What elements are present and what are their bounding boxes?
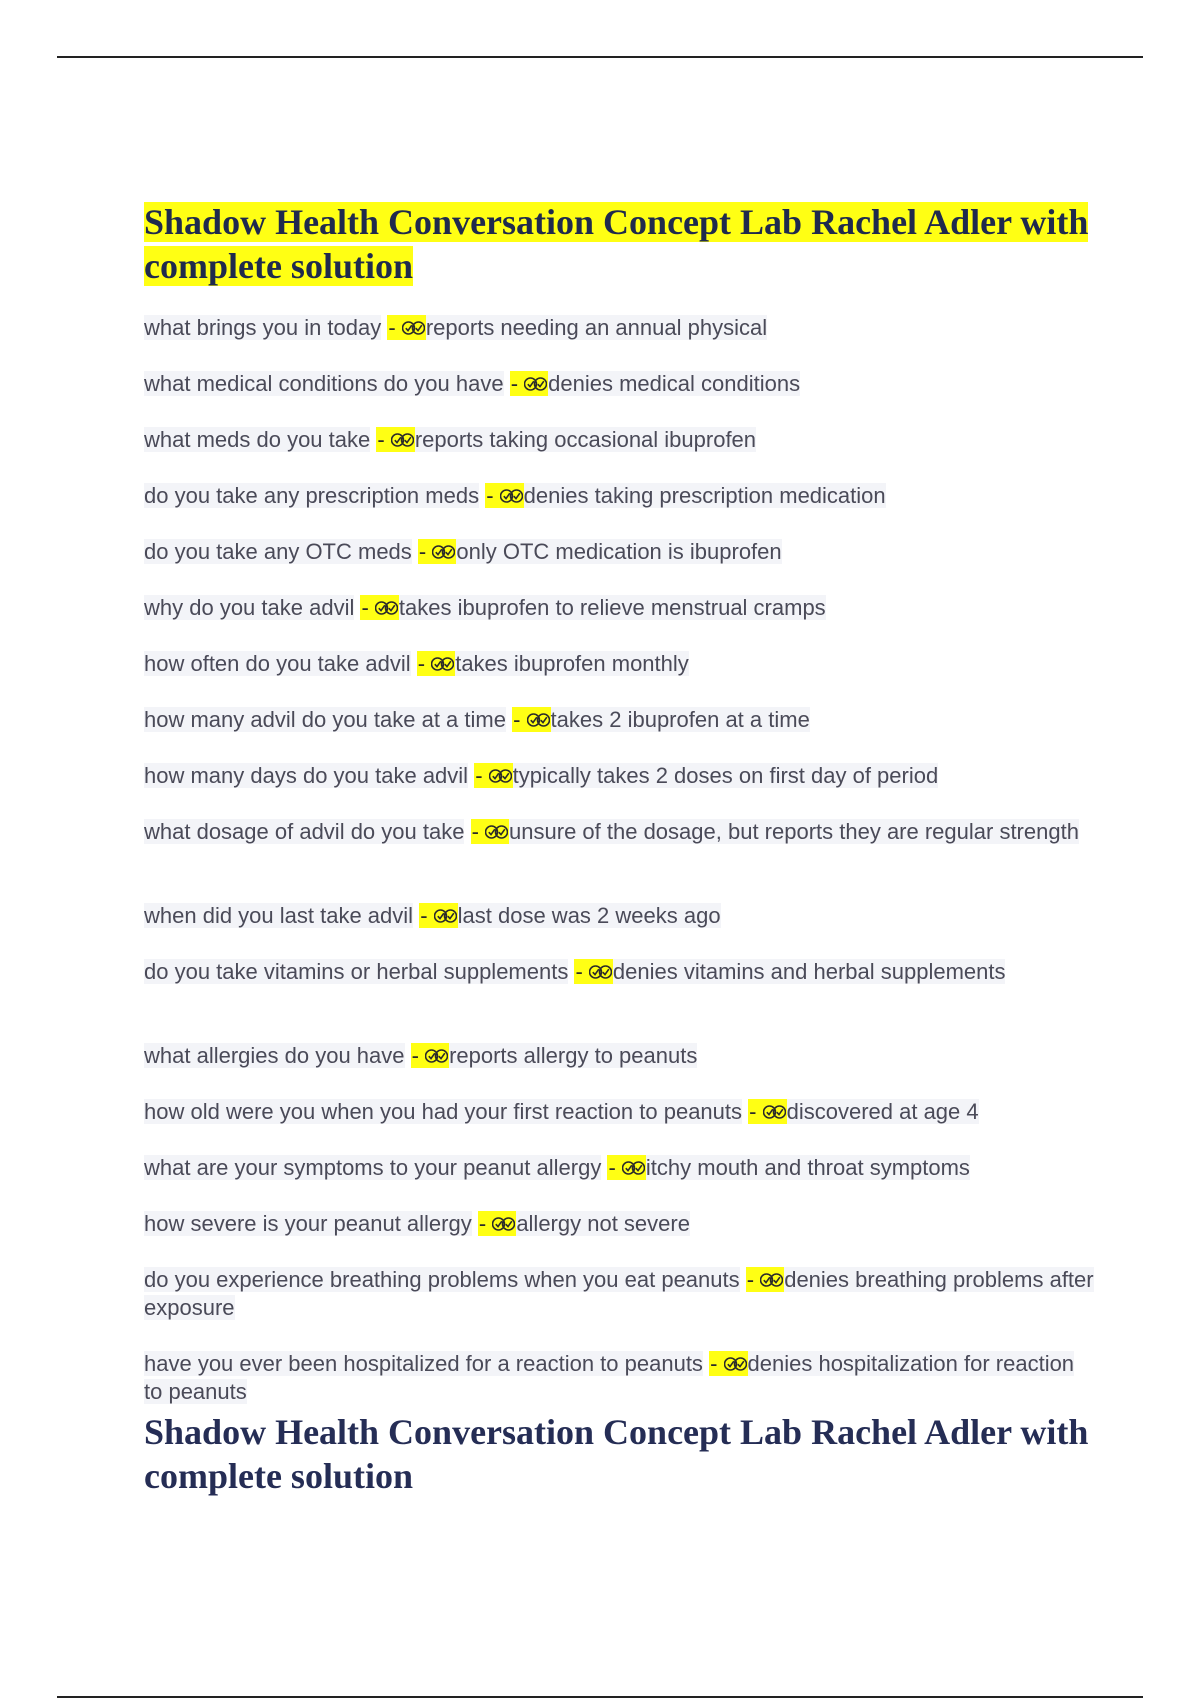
answer-text: denies hospitalization for reaction to peanuts [144,1351,1075,1404]
answer-text: allergy not severe [516,1211,690,1236]
answer-text: takes ibuprofen monthly [455,651,689,676]
answer-marker [418,539,456,564]
qa-item [144,944,1094,1028]
answer-marker [419,903,457,928]
double-check-icon [391,430,414,450]
double-check-icon [763,1102,786,1122]
qa-item [144,580,1094,636]
double-check-icon [589,962,612,982]
answer-text: last dose was 2 weeks ago [457,903,721,928]
double-check-icon [500,486,523,506]
question-text: why do you take advil [144,595,355,620]
separator: - [608,1155,616,1180]
separator: - [418,539,427,564]
answer-text: itchy mouth and throat symptoms [645,1155,970,1180]
answer-marker [411,1043,449,1068]
bottom-rule [57,1696,1143,1698]
question-text: do you take vitamins or herbal supplements [144,959,569,984]
separator: - [377,427,385,452]
answer-marker [512,707,550,732]
qa-item [144,692,1094,748]
double-check-icon [527,710,550,730]
qa-item [144,1028,1094,1084]
answer-marker [510,371,548,396]
page-title-text: Shadow Health Conversation Concept Lab Rachel Adler with complete solution [144,202,1089,286]
qa-item [144,748,1094,804]
answer-marker [574,959,612,984]
footer-title: Shadow Health Conversation Concept Lab Rachel Adler with complete solution [144,1412,1089,1496]
double-check-icon [425,1046,448,1066]
qa-list [144,300,1094,1420]
qa-item [144,1252,1094,1336]
answer-text: denies taking prescription medication [523,483,886,508]
qa-item [144,1084,1094,1140]
qa-item [144,300,1094,356]
question-text: what brings you in today [144,315,382,340]
answer-marker [709,1351,747,1376]
question-text: what medical conditions do you have [144,371,504,396]
answer-marker [748,1099,786,1124]
answer-marker [746,1267,784,1292]
separator: - [417,651,426,676]
qa-item [144,888,1094,944]
qa-item [144,524,1094,580]
qa-item [144,356,1094,412]
double-check-icon [432,542,455,562]
separator: - [486,483,494,508]
page-title [144,200,1094,288]
top-rule [57,56,1143,58]
question-text: how many advil do you take at a time [144,707,506,732]
answer-text: discovered at age 4 [786,1099,979,1124]
answer-marker [360,595,398,620]
qa-item [144,804,1094,888]
answer-text: takes ibuprofen to relieve menstrual cramps [398,595,826,620]
answer-marker [376,427,414,452]
answer-marker [607,1155,645,1180]
double-check-icon [431,654,454,674]
question-text: do you take any OTC meds [144,539,412,564]
answer-marker [417,651,455,676]
answer-marker [471,819,509,844]
answer-marker [387,315,425,340]
question-text: what meds do you take [144,427,371,452]
separator: - [749,1099,757,1124]
separator: - [388,315,396,340]
double-check-icon [489,766,512,786]
answer-text: denies medical conditions [548,371,801,396]
qa-item [144,1140,1094,1196]
question-text: what are your symptoms to your peanut allergy [144,1155,602,1180]
question-text: do you take any prescription meds [144,483,480,508]
question-text: when did you last take advil [144,903,414,928]
separator: - [513,707,521,732]
answer-text: denies vitamins and herbal supplements [612,959,1006,984]
separator: - [475,763,483,788]
separator: - [361,595,369,620]
answer-text: takes 2 ibuprofen at a time [550,707,810,732]
double-check-icon [485,822,508,842]
qa-item [144,636,1094,692]
separator: - [575,959,583,984]
double-check-icon [434,906,457,926]
question-text: do you experience breathing problems when you eat peanuts [144,1267,740,1292]
qa-item [144,468,1094,524]
separator: - [746,1267,755,1292]
qa-item [144,412,1094,468]
qa-item [144,1336,1094,1420]
question-text: what dosage of advil do you take [144,819,465,844]
answer-text: typically takes 2 doses on first day of period [512,763,939,788]
double-check-icon [492,1214,515,1234]
separator: - [420,903,428,928]
answer-marker [485,483,523,508]
question-text: how severe is your peanut allergy [144,1211,472,1236]
double-check-icon [524,374,547,394]
double-check-icon [760,1270,783,1290]
question-text: what allergies do you have [144,1043,405,1068]
separator: - [471,819,479,844]
answer-text: unsure of the dosage, but reports they are regular strength [509,819,1079,844]
separator: - [411,1043,419,1068]
qa-item [144,1196,1094,1252]
answer-text: only OTC medication is ibuprofen [456,539,782,564]
separator: - [478,1211,487,1236]
separator: - [710,1351,718,1376]
answer-text: reports needing an annual physical [425,315,768,340]
answer-marker [478,1211,516,1236]
answer-marker [474,763,512,788]
separator: - [510,371,519,396]
question-text: how often do you take advil [144,651,411,676]
answer-text: denies breathing problems after exposure [144,1267,1094,1320]
answer-text: reports allergy to peanuts [449,1043,698,1068]
question-text: how old were you when you had your first reaction to peanuts [144,1099,743,1124]
question-text: how many days do you take advil [144,763,469,788]
answer-text: reports taking occasional ibuprofen [414,427,757,452]
double-check-icon [724,1354,747,1374]
double-check-icon [402,318,425,338]
double-check-icon [375,598,398,618]
double-check-icon [622,1158,645,1178]
question-text: have you ever been hospitalized for a reaction to peanuts [144,1351,703,1376]
